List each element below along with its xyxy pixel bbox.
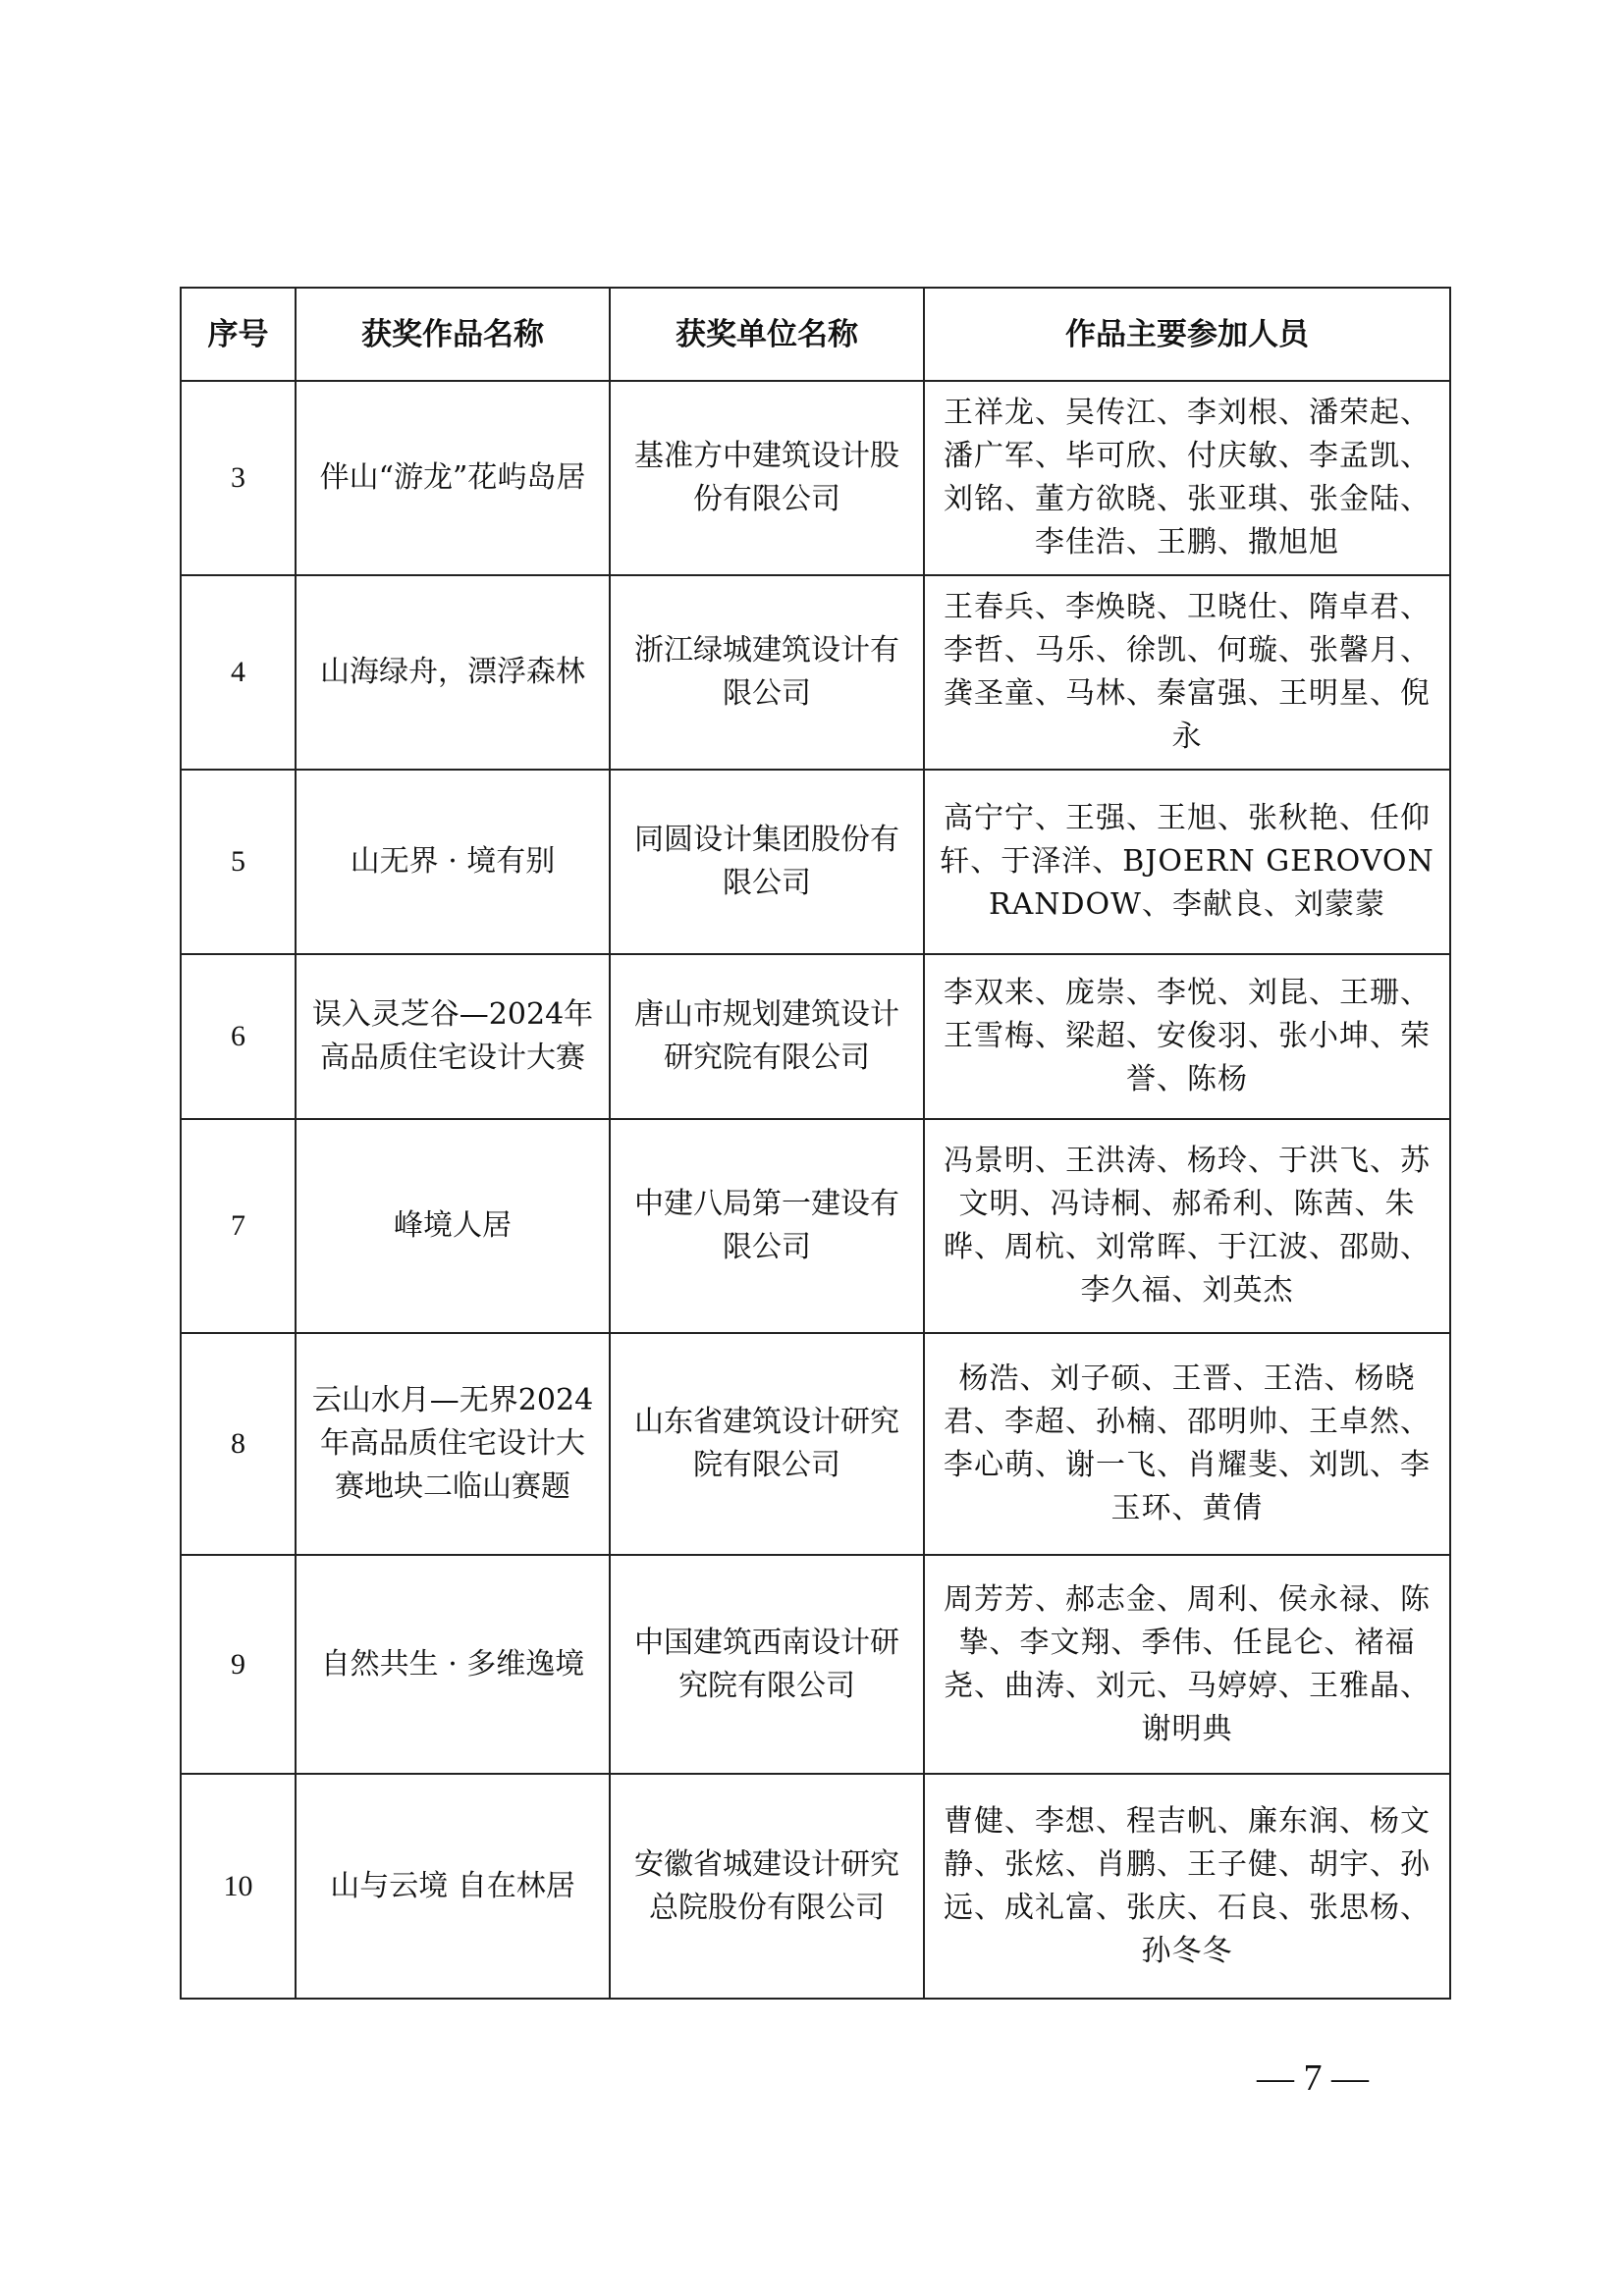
unit-name: 唐山市规划建筑设计研究院有限公司: [610, 954, 924, 1119]
table-row: [181, 770, 1450, 954]
row-number: 6: [181, 954, 296, 1119]
header-work-name: 获奖作品名称: [296, 288, 610, 381]
row-number: 3: [181, 381, 296, 575]
table-row: [181, 954, 1450, 1119]
table-row: [181, 1555, 1450, 1774]
row-number: 9: [181, 1555, 296, 1774]
row-number: 7: [181, 1119, 296, 1333]
row-number: 10: [181, 1774, 296, 1999]
participants: 李双来、庞崇、李悦、刘昆、王珊、王雪梅、梁超、安俊羽、张小坤、荣誉、陈杨: [924, 954, 1450, 1119]
work-name: 峰境人居: [296, 1119, 610, 1333]
work-name: 自然共生 · 多维逸境: [296, 1555, 610, 1774]
unit-name: 基准方中建筑设计股份有限公司: [610, 381, 924, 575]
table-row: [181, 381, 1450, 575]
row-number: 5: [181, 770, 296, 954]
row-number: 8: [181, 1333, 296, 1555]
unit-name: 浙江绿城建筑设计有限公司: [610, 575, 924, 770]
page-number: — 7 —: [1257, 2057, 1369, 2099]
unit-name: 中国建筑西南设计研究院有限公司: [610, 1555, 924, 1774]
work-name: 云山水月—无界2024年高品质住宅设计大赛地块二临山赛题: [296, 1333, 610, 1555]
table-row: [181, 1333, 1450, 1555]
unit-name: 山东省建筑设计研究院有限公司: [610, 1333, 924, 1555]
work-name: 误入灵芝谷—2024年高品质住宅设计大赛: [296, 954, 610, 1119]
participants: 杨浩、刘子硕、王晋、王浩、杨晓君、李超、孙楠、邵明帅、王卓然、李心萌、谢一飞、肖耀斐、刘凯、李玉环、黄倩: [924, 1333, 1450, 1555]
work-name: 山无界 · 境有别: [296, 770, 610, 954]
table-header-row: [181, 288, 1450, 381]
participants: 周芳芳、郝志金、周利、侯永禄、陈挚、李文翔、季伟、任昆仑、褚福尧、曲涛、刘元、马婷婷、王雅晶、谢明典: [924, 1555, 1450, 1774]
work-name: 山与云境 自在林居: [296, 1774, 610, 1999]
participants: 曹健、李想、程吉帆、廉东润、杨文静、张炫、肖鹏、王子健、胡宇、孙远、成礼富、张庆、石良、张思杨、孙冬冬: [924, 1774, 1450, 1999]
participants: 高宁宁、王强、王旭、张秋艳、任仰轩、于泽洋、BJOERN GEROVON RANDOW、李献良、刘蒙蒙: [924, 770, 1450, 954]
participants: 王春兵、李焕晓、卫晓仕、隋卓君、李哲、马乐、徐凯、何璇、张馨月、龚圣童、马林、秦富强、王明星、倪永: [924, 575, 1450, 770]
table-row: [181, 1774, 1450, 1999]
row-number: 4: [181, 575, 296, 770]
unit-name: 安徽省城建设计研究总院股份有限公司: [610, 1774, 924, 1999]
table-row: [181, 1119, 1450, 1333]
unit-name: 中建八局第一建设有限公司: [610, 1119, 924, 1333]
awards-table: [180, 287, 1451, 2000]
header-participants: 作品主要参加人员: [924, 288, 1450, 381]
unit-name: 同圆设计集团股份有限公司: [610, 770, 924, 954]
work-name: 伴山“游龙”花屿岛居: [296, 381, 610, 575]
header-unit-name: 获奖单位名称: [610, 288, 924, 381]
participants: 王祥龙、吴传江、李刘根、潘荣起、潘广军、毕可欣、付庆敏、李孟凯、刘铭、董方欲晓、张亚琪、张金陆、李佳浩、王鹏、撒旭旭: [924, 381, 1450, 575]
work-name: 山海绿舟，漂浮森林: [296, 575, 610, 770]
participants: 冯景明、王洪涛、杨玲、于洪飞、苏文明、冯诗桐、郝希利、陈茜、朱晔、周杭、刘常晖、于江波、邵勋、李久福、刘英杰: [924, 1119, 1450, 1333]
table-row: [181, 575, 1450, 770]
header-number: 序号: [181, 288, 296, 381]
